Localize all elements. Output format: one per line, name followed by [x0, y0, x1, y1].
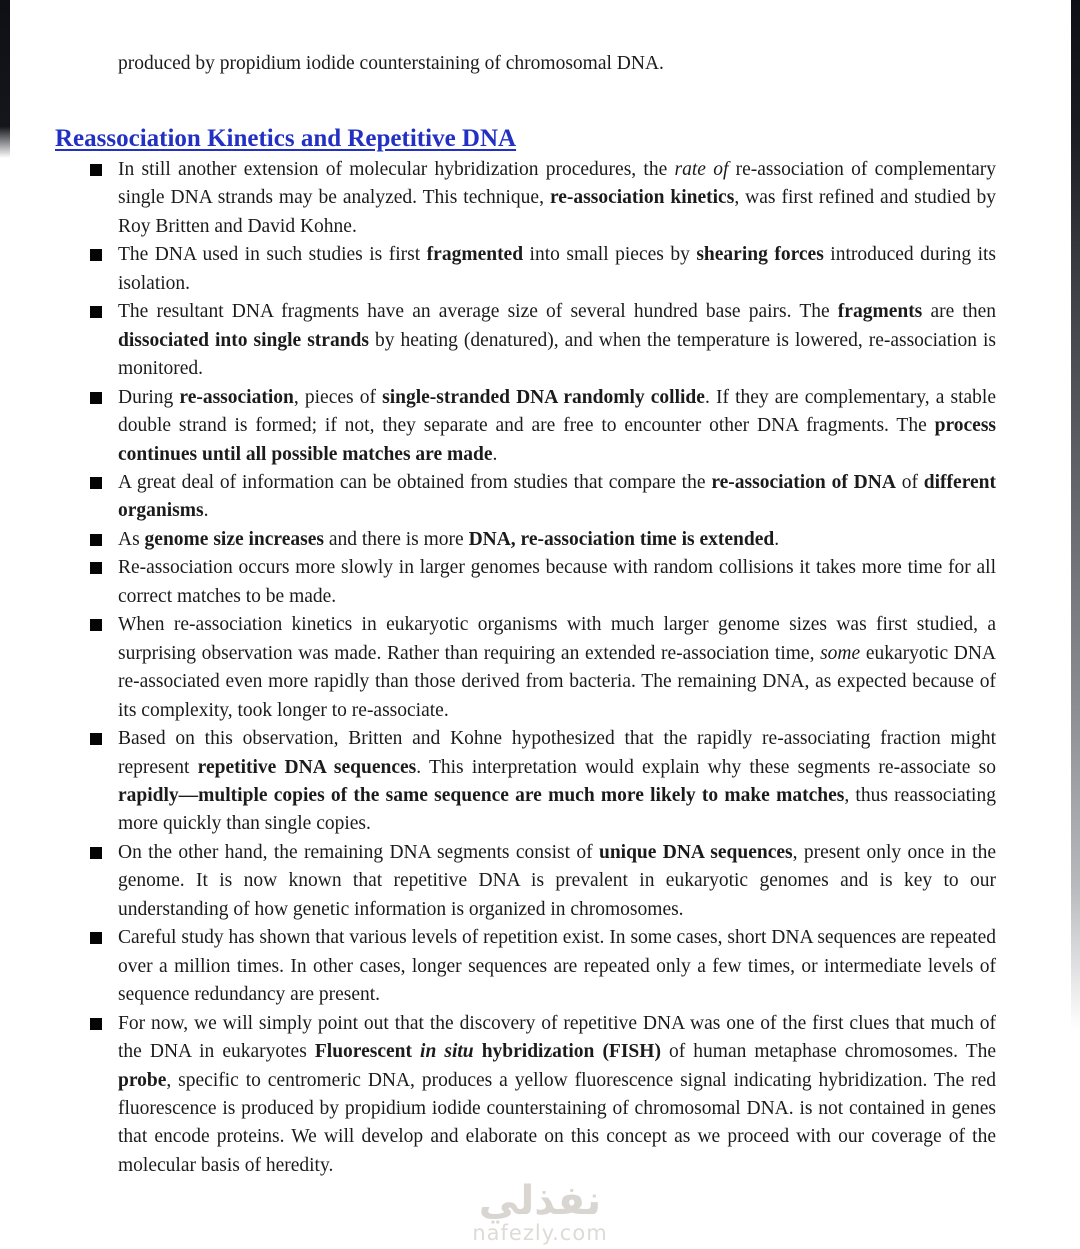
- bullet-text-segment: introduced during its isolation.: [118, 244, 996, 294]
- bullet-text-segment: , present only once in the genome. It is now known that repetitive DNA is prevalent in eukaryotic genomes and is key to our understanding of how genetic information is organized in chromosomes.: [118, 841, 996, 920]
- bullet-text-segment: . This interpretation would explain why these segments re-associate so: [416, 756, 996, 778]
- continuation-line: produced by propidium iodide counterstaining of chromosomal DNA.: [118, 53, 664, 74]
- bullet-text-segment: rapidly—multiple copies of the same sequence are much more likely to make matches: [118, 784, 845, 806]
- bullet-item: [118, 469, 996, 526]
- bullet-text-segment: A great deal of information can be obtained from studies that compare the: [118, 471, 712, 493]
- bullet-text-segment: The resultant DNA fragments have an average size of several hundred base pairs. The: [118, 301, 838, 323]
- bullet-item: [118, 554, 996, 611]
- section-heading: Reassociation Kinetics and Repetitive DNA: [55, 125, 517, 152]
- bullet-text-segment: in situ: [420, 1041, 474, 1063]
- watermark-arabic-logo: نفذلي: [478, 1178, 602, 1224]
- bullet-item: [118, 611, 996, 725]
- bullet-item: [118, 725, 996, 839]
- bullet-text-segment: hybridization (FISH): [473, 1041, 661, 1063]
- bullet-text-segment: single-stranded DNA randomly collide: [382, 386, 705, 408]
- bullet-text-segment: .: [203, 500, 209, 522]
- bullet-square-icon: [90, 733, 102, 745]
- bullet-text-segment: During: [118, 386, 180, 408]
- bullet-item: [118, 924, 996, 1009]
- bullet-text-segment: re-association kinetics: [549, 187, 735, 209]
- bullet-square-icon: [90, 164, 102, 176]
- bullet-text-segment: eukaryotic DNA re-associated even more rapidly than those derived from bacteria. The remaining DNA, as expected because of its complexity, took longer to re-associate.: [118, 642, 996, 721]
- bullet-text-segment: On the other hand, the remaining DNA segments consist of: [118, 841, 599, 863]
- bullet-text-segment: , pieces of: [293, 386, 383, 408]
- bullet-item: [118, 298, 996, 383]
- bullet-text-segment: probe: [118, 1069, 167, 1091]
- bullet-text-segment: When re-association kinetics in eukaryotic organisms with much larger genome sizes was first studied, a surprising observation was made. Rather than requiring an extended re-association time,: [118, 614, 996, 664]
- bullet-square-icon: [90, 847, 102, 859]
- bullet-text-segment: into small pieces by: [523, 244, 697, 266]
- bullet-text-segment: As: [118, 528, 145, 550]
- bullet-item: [118, 156, 996, 241]
- bullet-text-segment: re-association: [179, 386, 294, 408]
- bullet-text-segment: DNA, re-association time is extended: [468, 528, 775, 550]
- bullet-item: [118, 526, 996, 554]
- bullet-text-segment: Careful study has shown that various levels of repetition exist. In some cases, short DNA sequences are repeated over a million times. In other cases, longer sequences are repeated only a few times, or intermediate levels of sequence redundancy are present.: [118, 927, 996, 1006]
- bullet-text-segment: The DNA used in such studies is first: [118, 244, 427, 266]
- bullet-text-segment: repetitive DNA sequences: [197, 756, 417, 778]
- bullet-square-icon: [90, 534, 102, 546]
- bullet-square-icon: [90, 562, 102, 574]
- bullet-text-segment: fragments: [837, 301, 923, 323]
- bullet-text-segment: of human metaphase chromosomes. The: [660, 1041, 996, 1063]
- bullet-item: [118, 839, 996, 924]
- bullet-square-icon: [90, 932, 102, 944]
- bullet-text-segment: , specific to centromeric DNA, produces a yellow fluorescence signal indicating hybridization. The red fluorescence is produced by propidium iodide counterstaining of chromosomal DNA. is not contained in genes that encode proteins. We will develop and elaborate on this concept as we proceed with our coverage of the molecular basis of heredity.: [118, 1069, 996, 1176]
- bullet-text-segment: unique DNA sequences: [598, 841, 793, 863]
- bullet-text-segment: Re-association occurs more slowly in larger genomes because with random collisions it takes more time for all correct matches to be made.: [118, 557, 996, 607]
- bullet-text-segment: process continues until all possible matches are made: [118, 415, 996, 465]
- bullet-text-segment: Fluorescent: [314, 1041, 421, 1063]
- bullet-text-segment: by heating (denatured), and when the temperature is lowered, re-association is monitored.: [118, 329, 996, 380]
- bullet-text-segment: . If they are complementary, a stable double strand is formed; if not, they separate and are free to encounter other DNA fragments. The: [118, 386, 997, 437]
- watermark-url: nafezly.com: [472, 1221, 608, 1245]
- bullet-text-segment: Based on this observation, Britten and Kohne hypothesized that the rapidly re-associating fraction might represent: [118, 728, 996, 778]
- bullet-text-segment: some: [820, 642, 861, 664]
- bullet-text-segment: For now, we will simply point out that the discovery of repetitive DNA was one of the first clues that much of the DNA in eukaryotes: [118, 1012, 996, 1063]
- bullet-text-segment: genome size increases: [144, 528, 324, 550]
- bullet-text-segment: .: [492, 443, 498, 465]
- bullet-text-segment: re-association of complementary single DNA strands may be analyzed. This technique,: [118, 159, 996, 209]
- bullet-square-icon: [90, 477, 102, 489]
- bullet-item: [118, 384, 996, 469]
- bullet-text-segment: dissociated into single strands: [118, 329, 369, 351]
- bullet-list: [0, 156, 1080, 1180]
- bullet-item: [118, 241, 996, 298]
- bullet-text-segment: re-association of DNA: [711, 471, 896, 493]
- bullet-text-segment: shearing forces: [696, 244, 824, 266]
- bullet-text-segment: , thus reassociating more quickly than single copies.: [118, 784, 996, 835]
- bullet-text-segment: , was first refined and studied by Roy Britten and David Kohne.: [118, 187, 996, 237]
- watermark: [0, 1178, 1080, 1245]
- bullet-text-segment: .: [774, 528, 780, 550]
- bullet-square-icon: [90, 249, 102, 261]
- bullet-text-segment: rate of: [674, 159, 729, 180]
- bullet-item: [118, 1010, 996, 1181]
- bullet-text-segment: different organisms: [118, 471, 996, 522]
- bullet-square-icon: [90, 1018, 102, 1030]
- bullet-text-segment: of: [895, 471, 924, 493]
- bullet-text-segment: In still another extension of molecular hybridization procedures, the: [118, 159, 675, 180]
- bullet-text-segment: and there is more: [323, 528, 469, 550]
- bullet-square-icon: [90, 619, 102, 631]
- bullet-square-icon: [90, 392, 102, 404]
- bullet-text-segment: are then: [922, 301, 996, 323]
- bullet-square-icon: [90, 306, 102, 318]
- bullet-text-segment: fragmented: [426, 244, 524, 266]
